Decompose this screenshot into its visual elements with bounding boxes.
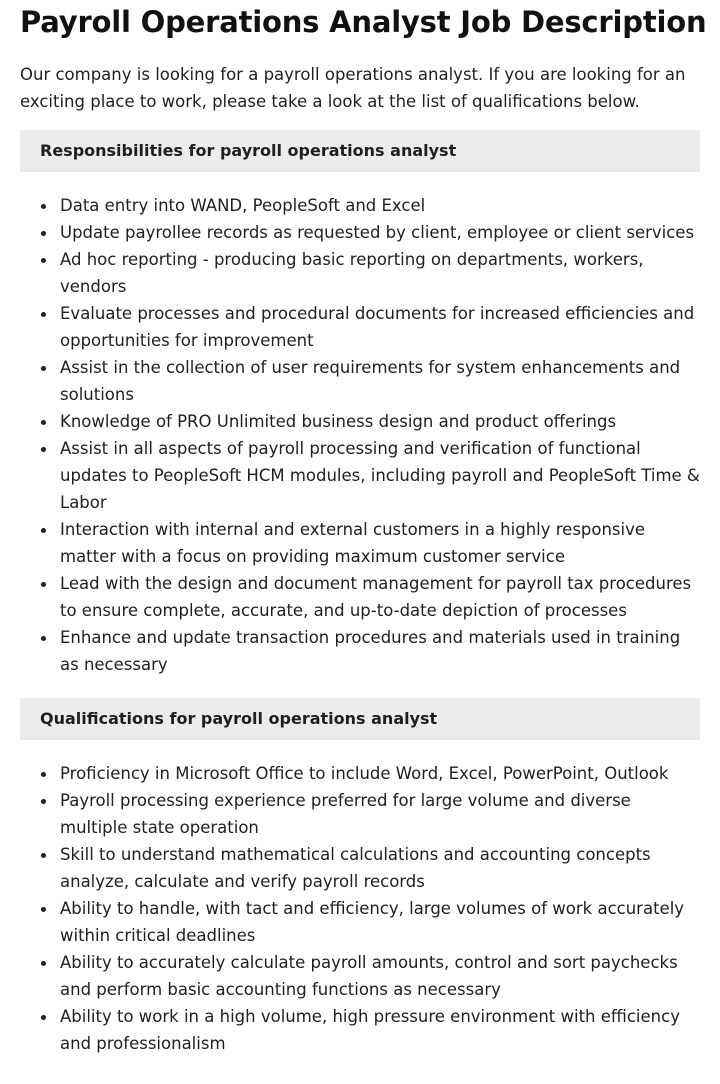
list-item — [20, 949, 700, 1003]
responsibilities-heading: Responsibilities for payroll operations analyst — [20, 130, 700, 172]
list-item-text: Evaluate processes and procedural documents for increased efficiencies and opportunities for improvement — [60, 304, 695, 350]
responsibilities-list — [20, 172, 700, 678]
qualifications-heading: Qualifications for payroll operations analyst — [20, 698, 700, 740]
list-item — [20, 246, 700, 300]
intro-paragraph: Our company is looking for a payroll operations analyst. If you are looking for an exciting place to work, please take a look at the list of qualifications below. — [20, 65, 686, 111]
list-item-text: Payroll processing experience preferred for large volume and diverse multiple state operation — [60, 791, 631, 837]
list-item-text: Interaction with internal and external customers in a highly responsive matter with a focus on providing maximum customer service — [60, 520, 646, 566]
bullet-icon — [41, 528, 46, 533]
list-item-text: Skill to understand mathematical calculations and accounting concepts analyze, calculate and verify payroll records — [60, 845, 651, 891]
list-item — [20, 354, 700, 408]
bullet-icon — [41, 907, 46, 912]
bullet-icon — [41, 420, 46, 425]
section-spacer — [20, 678, 700, 683]
bullet-icon — [41, 366, 46, 371]
list-item — [20, 1003, 700, 1057]
list-item-text: Data entry into WAND, PeopleSoft and Excel — [60, 196, 426, 215]
list-item — [20, 516, 700, 570]
list-item — [20, 570, 700, 624]
bullet-icon — [41, 636, 46, 641]
list-item-text: Ability to work in a high volume, high pressure environment with efficiency and professionalism — [60, 1007, 680, 1053]
list-item-text: Lead with the design and document management for payroll tax procedures to ensure complete, accurate, and up-to-date depiction of processes — [60, 574, 692, 620]
bullet-icon — [41, 231, 46, 236]
list-item-text: Assist in the collection of user requirements for system enhancements and solutions — [60, 358, 681, 404]
list-item — [20, 760, 700, 787]
bullet-icon — [41, 772, 46, 777]
bullet-icon — [41, 1015, 46, 1020]
list-item — [20, 300, 700, 354]
list-item — [20, 435, 700, 516]
bullet-icon — [41, 961, 46, 966]
page-title: Payroll Operations Analyst Job Description — [20, 5, 707, 39]
list-item — [20, 841, 700, 895]
list-item-text: Update payrollee records as requested by client, employee or client services — [60, 223, 695, 242]
bullet-icon — [41, 799, 46, 804]
list-item-text: Ad hoc reporting - producing basic reporting on departments, workers, vendors — [60, 250, 644, 296]
bullet-icon — [41, 312, 46, 317]
list-item — [20, 408, 700, 435]
list-item-text: Ability to handle, with tact and efficiency, large volumes of work accurately within critical deadlines — [60, 899, 685, 945]
bullet-icon — [41, 853, 46, 858]
bullet-icon — [41, 258, 46, 263]
qualifications-list — [20, 740, 700, 1057]
list-item — [20, 624, 700, 678]
bullet-icon — [41, 447, 46, 452]
bullet-icon — [41, 582, 46, 587]
list-item — [20, 192, 700, 219]
list-item-text: Assist in all aspects of payroll processing and verification of functional updates to PeopleSoft HCM modules, including payroll and PeopleSoft Time & Labor — [60, 439, 700, 512]
list-item-text: Knowledge of PRO Unlimited business design and product offerings — [60, 412, 617, 431]
list-item-text: Enhance and update transaction procedures and materials used in training as necessary — [60, 628, 681, 674]
list-item — [20, 895, 700, 949]
list-item-text: Ability to accurately calculate payroll amounts, control and sort paychecks and perform basic accounting functions as necessary — [60, 953, 678, 999]
bullet-icon — [41, 204, 46, 209]
list-item — [20, 787, 700, 841]
list-item-text: Proficiency in Microsoft Office to include Word, Excel, PowerPoint, Outlook — [60, 764, 669, 783]
list-item — [20, 219, 700, 246]
